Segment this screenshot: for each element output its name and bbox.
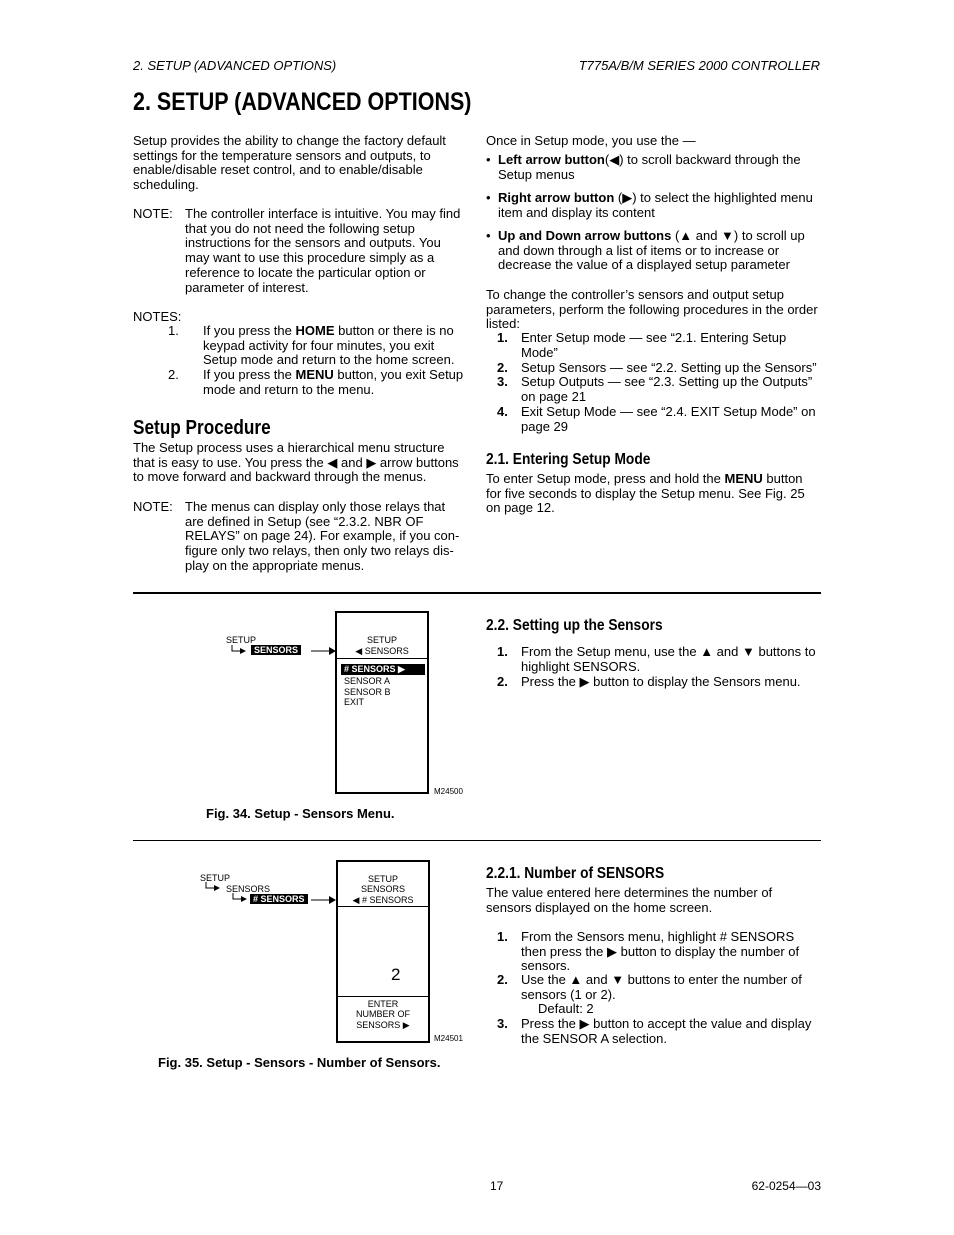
bullet-right-arrow: • Right arrow button (▶) to select the highlighted menu item and display its content — [486, 190, 813, 220]
fig35-path-connector — [204, 882, 226, 894]
fig34-code: M24500 — [434, 787, 463, 796]
notes-item-menu: 2. If you press the MENU button, you exit Setup mode and return to the menu. — [168, 367, 464, 397]
fig34-lcd-item: EXIT — [344, 697, 365, 707]
sensors-step-1: 1. From the Setup menu, use the ▲ and ▼ buttons to highlight SENSORS. — [497, 644, 816, 674]
fig34-arrow-icon — [311, 645, 337, 657]
fig34-caption: Fig. 34. Setup - Sensors Menu. — [206, 806, 395, 821]
num-sensors-step-2: 2. Use the ▲ and ▼ buttons to enter the number of sensors (1 or 2). Default: 2 — [497, 972, 802, 1017]
change-paragraph: To change the controller’s sensors and output setup parameters, perform the following procedures in the order listed: — [486, 287, 818, 332]
fig34-path-sensors: SENSORS — [251, 645, 301, 655]
fig35-path-sensors: SENSORS — [226, 884, 271, 894]
setup-procedure-heading: Setup Procedure — [133, 417, 271, 439]
section-divider — [133, 840, 821, 841]
fig34-path-setup: SETUP — [226, 635, 257, 645]
fig34-lcd-selected-item: # SENSORS ▶ — [341, 664, 425, 675]
bullet-up-down-arrows: • Up and Down arrow buttons (▲ and ▼) to scroll up and down through a list of items or to increase or decrease the value of a displayed setup parameter — [486, 228, 805, 273]
fig34-lcd-subtitle: ◀ SENSORS — [355, 646, 409, 656]
sensors-step-2: 2. Press the ▶ button to display the Sensors menu. — [497, 674, 801, 689]
running-header-right: T775A/B/M SERIES 2000 CONTROLLER — [578, 58, 820, 73]
note-intuitive: NOTE: The controller interface is intuitive. You may find that you do not need the following setup instructions for the sensors and outputs. You may want to use this procedure simply as a reference to locate the particular option or parameter of interest. — [133, 206, 461, 295]
num-sensors-step-1: 1. From the Sensors menu, highlight # SENSORS then press the ▶ button to display the number of sensors. — [497, 929, 800, 974]
entering-setup-paragraph: To enter Setup mode, press and hold the MENU button for five seconds to display the Setup menu. See Fig. 25 on page 12. — [486, 471, 805, 516]
fig35-path-setup: SETUP — [200, 873, 231, 883]
fig35-lcd-subtitle: SENSORS — [360, 884, 405, 894]
fig35-lcd-title: SETUP — [367, 874, 398, 884]
running-header-left: 2. SETUP (ADVANCED OPTIONS) — [133, 58, 337, 73]
note-relays: NOTE: The menus can display only those relays that are defined in Setup (see “2.3.2. NBR OF RELAYS” on page 24). For example, if you con- figure only two relays, then only two relays dis- play on the appropriate menus. — [133, 499, 460, 573]
num-sensors-step-3: 3. Press the ▶ button to accept the value and display the SENSOR A selection. — [497, 1016, 812, 1046]
fig35-caption: Fig. 35. Setup - Sensors - Number of Sensors. — [158, 1055, 441, 1070]
notes-item-home: 1. If you press the HOME button or there is no keypad activity for four minutes, you exit Setup mode and return to the home screen. — [168, 323, 455, 368]
setup-procedure-paragraph: The Setup process uses a hierarchical menu structure that is easy to use. You press the ◀ and ▶ arrow buttons to move forward and backward through the menus. — [133, 440, 459, 485]
fig35-lcd-display — [336, 860, 430, 1043]
fig35-lcd-divider — [338, 906, 428, 907]
page-number: 17 — [490, 1179, 504, 1193]
section-divider — [133, 592, 821, 594]
fig34-lcd-display — [335, 611, 429, 794]
fig35-lcd-prompt: NUMBER OF — [356, 1009, 410, 1019]
fig35-lcd-subtitle: ◀ # SENSORS — [352, 895, 414, 905]
fig34-lcd-divider — [337, 658, 427, 659]
procedure-step-4: 4. Exit Setup Mode — see “2.4. EXIT Setup Mode” on page 29 — [497, 404, 816, 434]
bullet-left-arrow: • Left arrow button(◀) to scroll backward through the Setup menus — [486, 152, 801, 182]
fig35-lcd-prompt: SENSORS ▶ — [356, 1020, 410, 1030]
fig35-lcd-prompt: ENTER — [367, 999, 399, 1009]
fig35-path-num-sensors: # SENSORS — [250, 894, 308, 904]
num-sensors-heading: 2.2.1. Number of SENSORS — [486, 865, 665, 882]
fig34-lcd-item: SENSOR B — [344, 687, 391, 697]
procedure-step-2: 2. Setup Sensors — see “2.2. Setting up the Sensors” — [497, 360, 817, 375]
fig34-lcd-item: SENSOR A — [344, 676, 391, 686]
sensors-heading: 2.2. Setting up the Sensors — [486, 617, 663, 634]
document-number: 62-0254—03 — [751, 1179, 821, 1193]
notes-label: NOTES: — [133, 309, 182, 324]
procedure-step-3: 3. Setup Outputs — see “2.3. Setting up the Outputs” on page 21 — [497, 374, 813, 404]
intro-paragraph: Setup provides the ability to change the factory default settings for the temperature sensors and outputs, to enable/disable reset control, and to enable/disable scheduling. — [133, 133, 446, 193]
fig35-code: M24501 — [434, 1034, 463, 1043]
fig35-arrow-icon — [311, 894, 337, 906]
fig34-path-connector — [230, 645, 252, 657]
fig34-lcd-title: SETUP — [366, 635, 397, 645]
procedure-step-1: 1. Enter Setup mode — see “2.1. Entering Setup Mode” — [497, 330, 787, 360]
entering-setup-heading: 2.1. Entering Setup Mode — [486, 451, 651, 468]
num-sensors-intro: The value entered here determines the number of sensors displayed on the home screen. — [486, 885, 773, 915]
setup-mode-intro: Once in Setup mode, you use the — — [486, 133, 696, 148]
fig35-lcd-value: 2 — [391, 965, 401, 984]
fig35-lcd-divider — [338, 996, 428, 997]
page-title: 2. SETUP (ADVANCED OPTIONS) — [133, 88, 472, 116]
